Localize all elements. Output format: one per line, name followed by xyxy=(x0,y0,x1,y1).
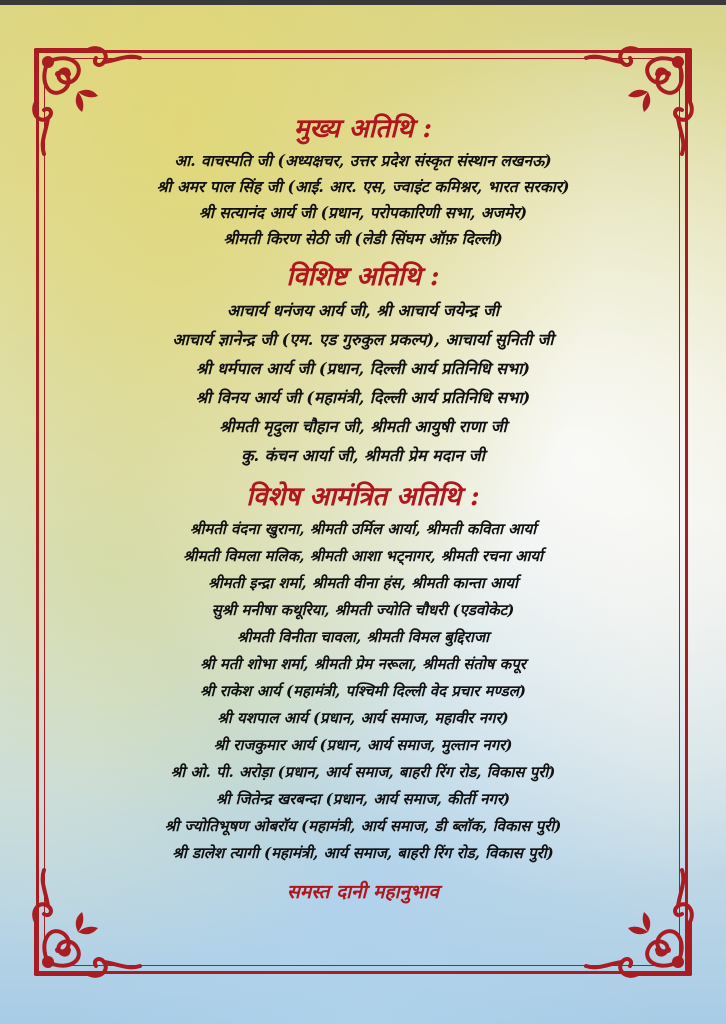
guest-line: श्री सत्यानंद आर्य जी (प्रधान, परोपकारिणी सभा, अजमेर) xyxy=(198,203,528,222)
invited-guests-section xyxy=(60,478,666,867)
guest-line: आचार्य धनंजय आर्य जी, श्री आचार्य जयेन्द्र जी xyxy=(226,301,500,320)
guest-line: श्री विनय आर्य जी (महामंत्री, दिल्ली आर्य प्रतिनिधि सभा) xyxy=(195,388,531,407)
donors-footer: समस्त दानी महानुभाव xyxy=(287,881,439,903)
guest-line: श्रीमती विनीता चावला, श्रीमती विमल बुद्दिराजा xyxy=(237,628,489,646)
section-heading: विशिष्ट अतिथि : xyxy=(286,262,440,292)
guest-line: श्री अमर पाल सिंह जी (आई. आर. एस, ज्वाइंट कमिश्नर, भारत सरकार) xyxy=(156,177,570,196)
guest-line: श्री यशपाल आर्य (प्रधान, आर्य समाज, महावीर नगर) xyxy=(217,709,509,727)
guest-list-content xyxy=(60,110,666,907)
guest-line: श्रीमती वंदना खुराना, श्रीमती उर्मिल आर्या, श्रीमती कविता आर्या xyxy=(189,520,537,538)
guest-line: श्रीमती मृदुला चौहान जी, श्रीमती आयुषी राणा जी xyxy=(219,417,507,436)
guest-line: सुश्री मनीषा कथूरिया, श्रीमती ज्योति चौधरी (एडवोकेट) xyxy=(211,601,515,619)
guest-line: आ. वाचस्पति जी (अध्यक्षचर, उत्तर प्रदेश संस्कृत संस्थान लखनऊ) xyxy=(174,151,552,170)
guest-line: श्रीमती इन्द्रा शर्मा, श्रीमती वीना हंस, श्रीमती कान्ता आर्या xyxy=(208,574,518,592)
guest-line: श्री राजकुमार आर्य (प्रधान, आर्य समाज, मुल्तान नगर) xyxy=(213,736,513,754)
chief-guests-section xyxy=(60,110,666,252)
guest-line: श्री धर्मपाल आर्य जी (प्रधान, दिल्ली आर्य प्रतिनिधि सभा) xyxy=(196,359,530,378)
section-heading: विशेष आमंत्रित अतिथि : xyxy=(246,482,480,512)
section-heading: मुख्य अतिथि : xyxy=(293,114,433,144)
guest-line: श्रीमती किरण सेठी जी (लेडी सिंघम ऑफ़ दिल्ली) xyxy=(223,229,503,248)
special-guests-section xyxy=(60,258,666,470)
guest-line: श्री ज्योतिभूषण ओबरॉय (महामंत्री, आर्य समाज, डी ब्लॉक, विकास पुरी) xyxy=(164,817,562,835)
guest-line: श्रीमती विमला मलिक, श्रीमती आशा भट्नागर, श्रीमती रचना आर्या xyxy=(183,547,543,565)
guest-line: कु. कंचन आर्या जी, श्रीमती प्रेम मदान जी xyxy=(241,446,485,465)
guest-line: श्री मती शोभा शर्मा, श्रीमती प्रेम नरूला, श्रीमती संतोष कपूर xyxy=(200,655,526,673)
top-bar xyxy=(0,0,726,5)
guest-line: श्री ओ. पी. अरोड़ा (प्रधान, आर्य समाज, बाहरी रिंग रोड, विकास पुरी) xyxy=(170,763,556,781)
guest-line: श्री डालेश त्यागी (महामंत्री, आर्य समाज, बाहरी रिंग रोड, विकास पुरी) xyxy=(172,844,554,862)
guest-line: आचार्य ज्ञानेन्द्र जी (एम. एड गुरुकुल प्रकल्प), आचार्या सुनिती जी xyxy=(172,330,554,349)
guest-line: श्री जितेन्द्र खरबन्दा (प्रधान, आर्य समाज, कीर्ती नगर) xyxy=(215,790,511,808)
guest-line: श्री राकेश आर्य (महामंत्री, पश्चिमी दिल्ली वेद प्रचार मण्डल) xyxy=(200,682,526,700)
